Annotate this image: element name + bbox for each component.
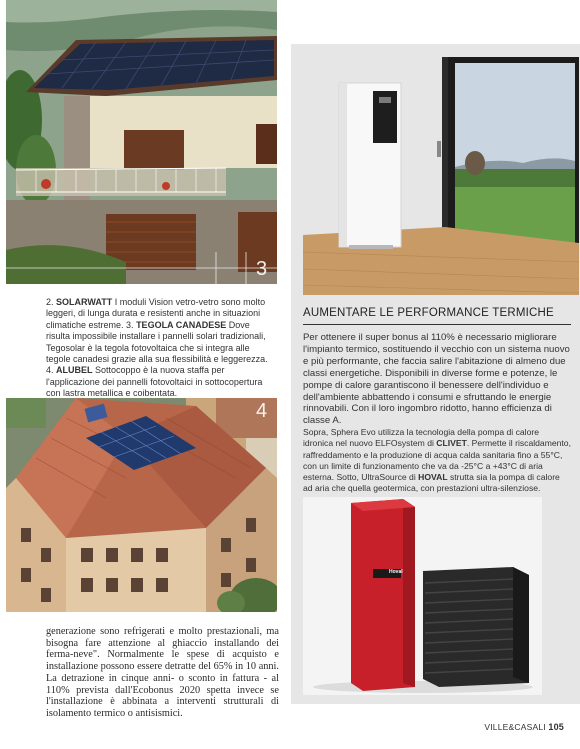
caption-heat-pumps (303, 427, 571, 495)
caption-text-tegola: Dove risulta impossibile installare i pannelli solari tradizionali, Tegosolar è la tegola fotovoltaica che si integra alle tegole canadesi grazie alla sua flessibilità e leggerezza. (46, 319, 268, 365)
caption-text-clivet: Sopra, Sphera Evo utilizza la tecnologia della pompa di calore idronica nel nuovo ELFOsystem di (303, 427, 539, 449)
page-footer (452, 722, 564, 732)
caption-text-mid: . Permette il riscaldamento, raffreddamento e la produzione di acqua calda sanitaria fino a 55°C, con un limite di funzionamento che va da -25°C a +43°C di aria esterna. Sotto, UltraSource di (303, 438, 571, 483)
article-body-text: generazione sono refrigerati e molto prestazionali, ma bisogna fare attenzione al ghiaccio installando dei ferma-neve". Normalmente le spese di acquisto e installazione possono essere detratte del 65% in 10 anni. La detrazione in cinque anni- o sconto in fattura - al 110% prevista dall'Ecobonus 2020 spetta invece se l'installazione è abbinata a interventi strutturali di isolamento termico o antisismici. (46, 626, 279, 719)
photo-house-solar-roof (6, 0, 277, 284)
section-title: AUMENTARE LE PERFORMANCE TERMICHE (303, 307, 554, 319)
photo-number-badge: 4 (256, 400, 268, 422)
caption-text-hoval: strutta sia la pompa di calore ad aria che quella geotermica, con prestazioni ultra-silenziose. (303, 472, 560, 494)
caption-text-solarwatt: I moduli Vision vetro-vetro sono molto leggeri, di lunga durata e resistenti anche in situazioni climatiche estreme. (46, 297, 266, 330)
caption-num-2: 2. (46, 297, 54, 307)
caption-text-alubel: Sottocoppo è la nuova staffa per l'applicazione dei pannelli fotovoltaici in sottocopertura con lastra metallica e coibentata. (46, 365, 263, 399)
photo-aerial-building (6, 398, 277, 612)
hoval-logo: Hoval (389, 569, 403, 575)
page-number: 105 (548, 722, 564, 732)
photo-number-badge: 3 (256, 258, 268, 280)
section-body-text: Per ottenere il super bonus al 110% è necessario migliorare l'impianto termico, sostituendo il vecchio con un sistema nuovo e più performante, che faccia salire l'abitazione di almeno due classi energetiche. Disponibili in diverse forme e potenze, le pompe di calore garantiscono il benessere dell'individuo e dell'ambiente abbattendo i consumi e sfruttando le energie rinnovabili. Con il loro ingombro ridotto, hanno efficienza di classe A. (303, 332, 570, 427)
brand-tegola-canadese: TEGOLA CANADESE (136, 319, 227, 330)
caption-num-3: 3. (126, 319, 134, 330)
photo-hoval-units (303, 497, 542, 695)
brand-alubel: ALUBEL (56, 365, 93, 376)
magazine-name: VILLE&CASALI (484, 722, 546, 732)
caption-num-4: 4. (46, 365, 54, 376)
photo-heat-pump-room (303, 57, 579, 295)
caption-products (46, 297, 276, 400)
brand-clivet: CLIVET (436, 438, 467, 449)
brand-hoval: HOVAL (418, 472, 448, 483)
brand-solarwatt: SOLARWATT (56, 297, 113, 307)
section-title-rule (303, 324, 571, 325)
